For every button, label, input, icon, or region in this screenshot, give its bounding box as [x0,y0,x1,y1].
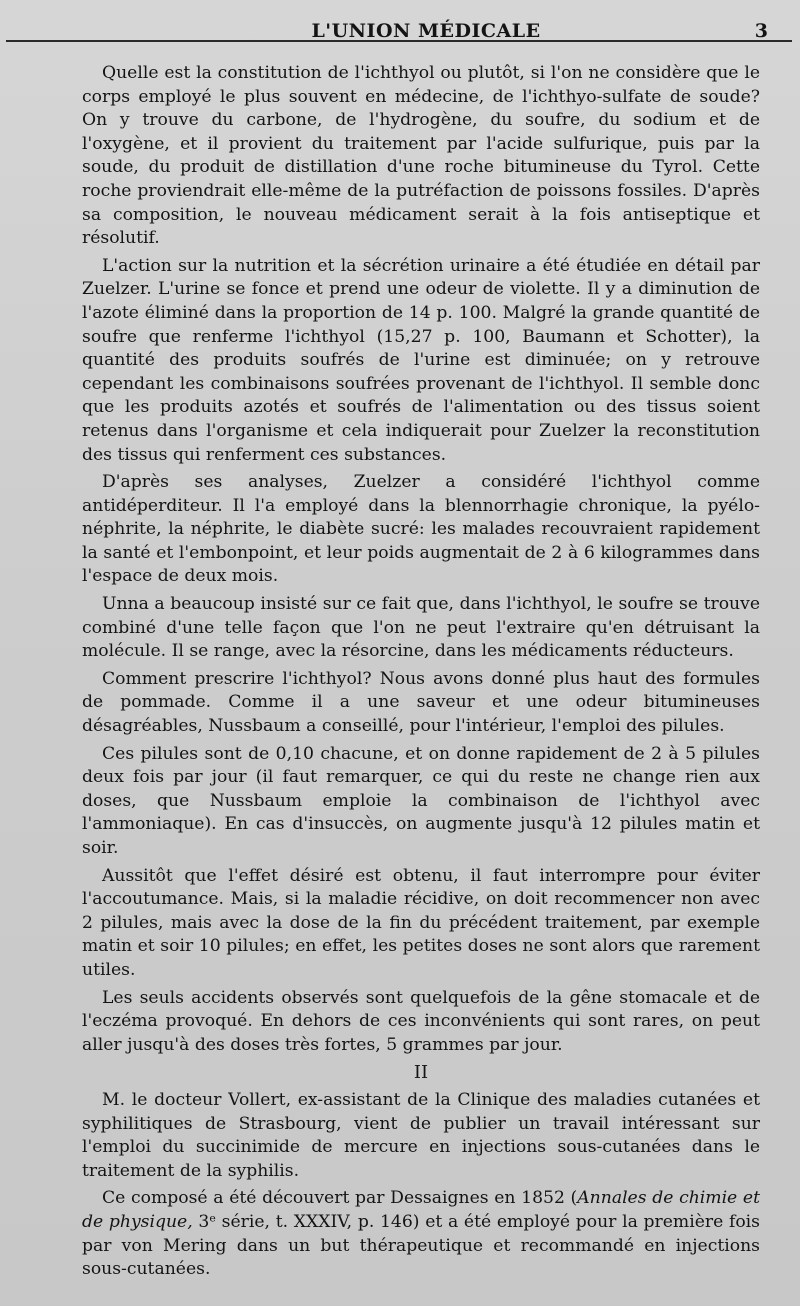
journal-citation: Annales de chimie et de physique, [82,1188,760,1232]
section-heading: II [413,1062,429,1084]
paragraph: L'action sur la nutrition et la sécrétion urinaire a été étudiée en détail par Zuelzer. L'urine se fonce et prend une odeur de violette. Il y a diminution de l'azote éliminé dans la proportion de 14 p. 100. Malgré la grande quantité de soufre que renferme l'ichthyol (15,27 p. 100, Baumann et Schotter), la quantité des produits soufrés de l'urine est diminuée; on y retrouve cependant les combinaisons soufrées provenant de l'ichthyol. Il semble donc que les produits azotés et soufrés de l'alimentation ou des tissus soient retenus dans l'organisme et cela indiquerait pour Zuelzer la reconstitution des tissus qui renferment ces substances. [82,255,760,465]
paragraph: D'après ses analyses, Zuelzer a considéré l'ichthyol comme antidéperditeur. Il l'a employé dans la blennorrhagie chronique, la pyélo-néphrite, la néphrite, le diabète sucré: les malades recouvraient rapidement la santé et l'embonpoint, et leur poids augmentait de 2 à 6 kilogrammes dans l'espace de deux mois. [82,472,760,587]
paragraph: Unna a beaucoup insisté sur ce fait que, dans l'ichthyol, le soufre se trouve combiné d'une telle façon que l'on ne peut l'extraire qu'en détruisant la molécule. Il se range, avec la résorcine, dans les médicaments réducteurs. [82,594,760,662]
article-body [82,62,760,1286]
page-number: 3 [754,20,768,42]
paragraph: Quelle est la constitution de l'ichthyol ou plutôt, si l'on ne considère que le corps employé le plus souvent en médecine, de l'ichthyo-sulfate de soude? On y trouve du carbone, de l'hydrogène, du soufre, du sodium et de l'oxygène, et il provient du traitement par l'acide sulfurique, puis par la soude, du produit de distillation d'une roche bitumineuse du Tyrol. Cette roche proviendrait elle-même de la putréfaction de poissons fossiles. D'après sa composition, le nouveau médicament serait à la fois antiseptique et résolutif. [82,63,760,249]
paragraph [82,1187,760,1281]
running-header [82,14,770,48]
paragraph: Aussitôt que l'effet désiré est obtenu, il faut interrompre pour éviter l'accoutumance. Mais, si la maladie récidive, on doit recommencer non avec 2 pilules, mais avec la dose de la fin du précédent traitement, par exemple matin et soir 10 pilules; en effet, les petites doses ne sont alors que rarement utiles. [82,865,760,980]
paragraph: M. le docteur Vollert, ex-assistant de la Clinique des maladies cutanées et syphilitiques de Strasbourg, vient de publier un travail intéressant sur l'emploi du succinimide de mercure en injections sous-cutanées dans le traitement de la syphilis. [82,1089,760,1181]
journal-title: L'UNION MÉDICALE [311,20,541,42]
paragraph: Comment prescrire l'ichthyol? Nous avons donné plus haut des formules de pommade. Comme il a une saveur et une odeur bitumineuses désagréables, Nussbaum a conseillé, pour l'intérieur, l'emploi des pilules. [82,668,760,737]
header-rule [6,40,792,42]
paragraph: Ces pilules sont de 0,10 chacune, et on donne rapidement de 2 à 5 pilules deux fois par jour (il faut remarquer, ce qui du reste ne change rien aux doses, que Nussbaum emploie la combinaison de l'ichthyol avec l'ammoniaque). En cas d'insuccès, on augmente jusqu'à 12 pilules matin et soir. [82,743,760,858]
paragraph: Les seuls accidents observés sont quelquefois de la gêne stomacale et de l'eczéma provoqué. En dehors de ces inconvénients qui sont rares, on peut aller jusqu'à des doses très fortes, 5 grammes par jour. [82,987,760,1055]
text-run: 3ᵉ série, t. XXXIV, p. 146) et a été employé pour la première fois par von Mering dans un but thérapeutique et recommandé en injections sous-cutanées. [82,1211,760,1280]
text-run: Ce composé a été découvert par Dessaignes en 1852 ( [102,1188,578,1209]
